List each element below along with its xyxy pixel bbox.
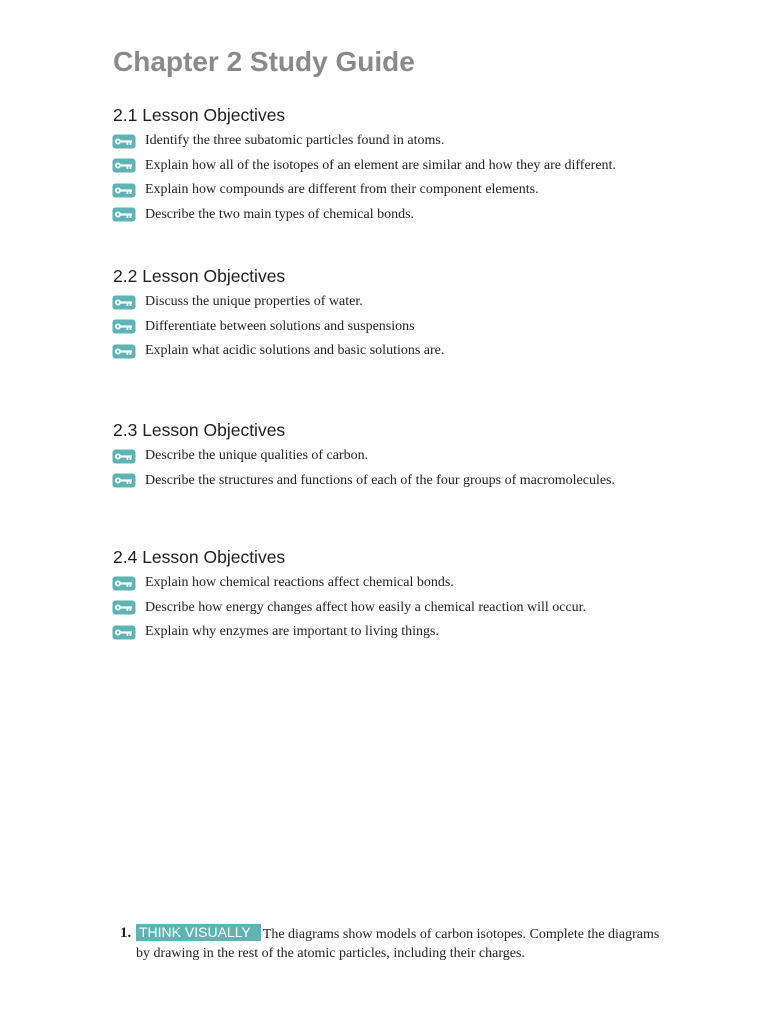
- key-icon: [112, 207, 136, 222]
- objective-text: Explain what acidic solutions and basic solutions are.: [145, 343, 445, 359]
- key-icon: [112, 183, 136, 198]
- question-text: The diagrams show models of carbon isotopes. Complete the diagrams by drawing in the rest of the atomic particles, including their charges.: [136, 927, 660, 961]
- key-icon: [112, 473, 136, 488]
- objective-text: Explain how chemical reactions affect chemical bonds.: [145, 575, 454, 591]
- list-item: [112, 290, 444, 315]
- objective-text: Describe the unique qualities of carbon.: [145, 448, 369, 464]
- list-item: [112, 571, 586, 596]
- list-item: [112, 129, 616, 154]
- list-item: [112, 154, 616, 179]
- key-icon: [112, 576, 136, 591]
- list-item: [112, 596, 586, 621]
- question-body: [136, 924, 660, 963]
- section-heading: 2.4 Lesson Objectives: [113, 547, 286, 567]
- list-item: [112, 178, 616, 203]
- list-item: [112, 339, 444, 364]
- question-1: [120, 924, 660, 963]
- key-icon: [112, 295, 136, 310]
- objective-text: Describe the structures and functions of each of the four groups of macromolecules.: [145, 472, 616, 488]
- key-icon: [112, 344, 136, 359]
- section-heading: 2.1 Lesson Objectives: [113, 105, 286, 125]
- objective-text: Explain how all of the isotopes of an element are similar and how they are different.: [145, 157, 616, 173]
- objective-list: [112, 444, 615, 493]
- key-icon: [112, 319, 136, 334]
- key-icon: [112, 134, 136, 149]
- section-2-2: [112, 265, 444, 364]
- section-2-4: [112, 546, 586, 645]
- section-heading: 2.3 Lesson Objectives: [113, 420, 286, 440]
- question-number: 1.: [120, 925, 132, 941]
- objective-text: Describe the two main types of chemical bonds.: [145, 206, 415, 222]
- objective-list: [112, 571, 586, 645]
- objective-text: Identify the three subatomic particles found in atoms.: [145, 133, 445, 149]
- section-2-1: [112, 104, 616, 227]
- objective-text: Explain how compounds are different from their component elements.: [145, 182, 539, 198]
- objective-text: Describe how energy changes affect how easily a chemical reaction will occur.: [145, 599, 587, 615]
- list-item: [112, 315, 444, 340]
- objective-text: Discuss the unique properties of water.: [145, 294, 363, 310]
- think-visually-badge: THINK VISUALLY: [136, 924, 261, 941]
- list-item: [112, 444, 615, 469]
- list-item: [112, 620, 586, 645]
- key-icon: [112, 449, 136, 464]
- page-title: Chapter 2 Study Guide: [113, 46, 415, 77]
- key-icon: [112, 625, 136, 640]
- list-item: [112, 469, 615, 494]
- section-2-3: [112, 419, 615, 493]
- objective-text: Explain why enzymes are important to living things.: [145, 624, 439, 640]
- objective-text: Differentiate between solutions and suspensions: [145, 318, 415, 334]
- key-icon: [112, 158, 136, 173]
- key-icon: [112, 600, 136, 615]
- objective-list: [112, 129, 616, 227]
- section-heading: 2.2 Lesson Objectives: [113, 266, 286, 286]
- objective-list: [112, 290, 444, 364]
- list-item: [112, 203, 616, 228]
